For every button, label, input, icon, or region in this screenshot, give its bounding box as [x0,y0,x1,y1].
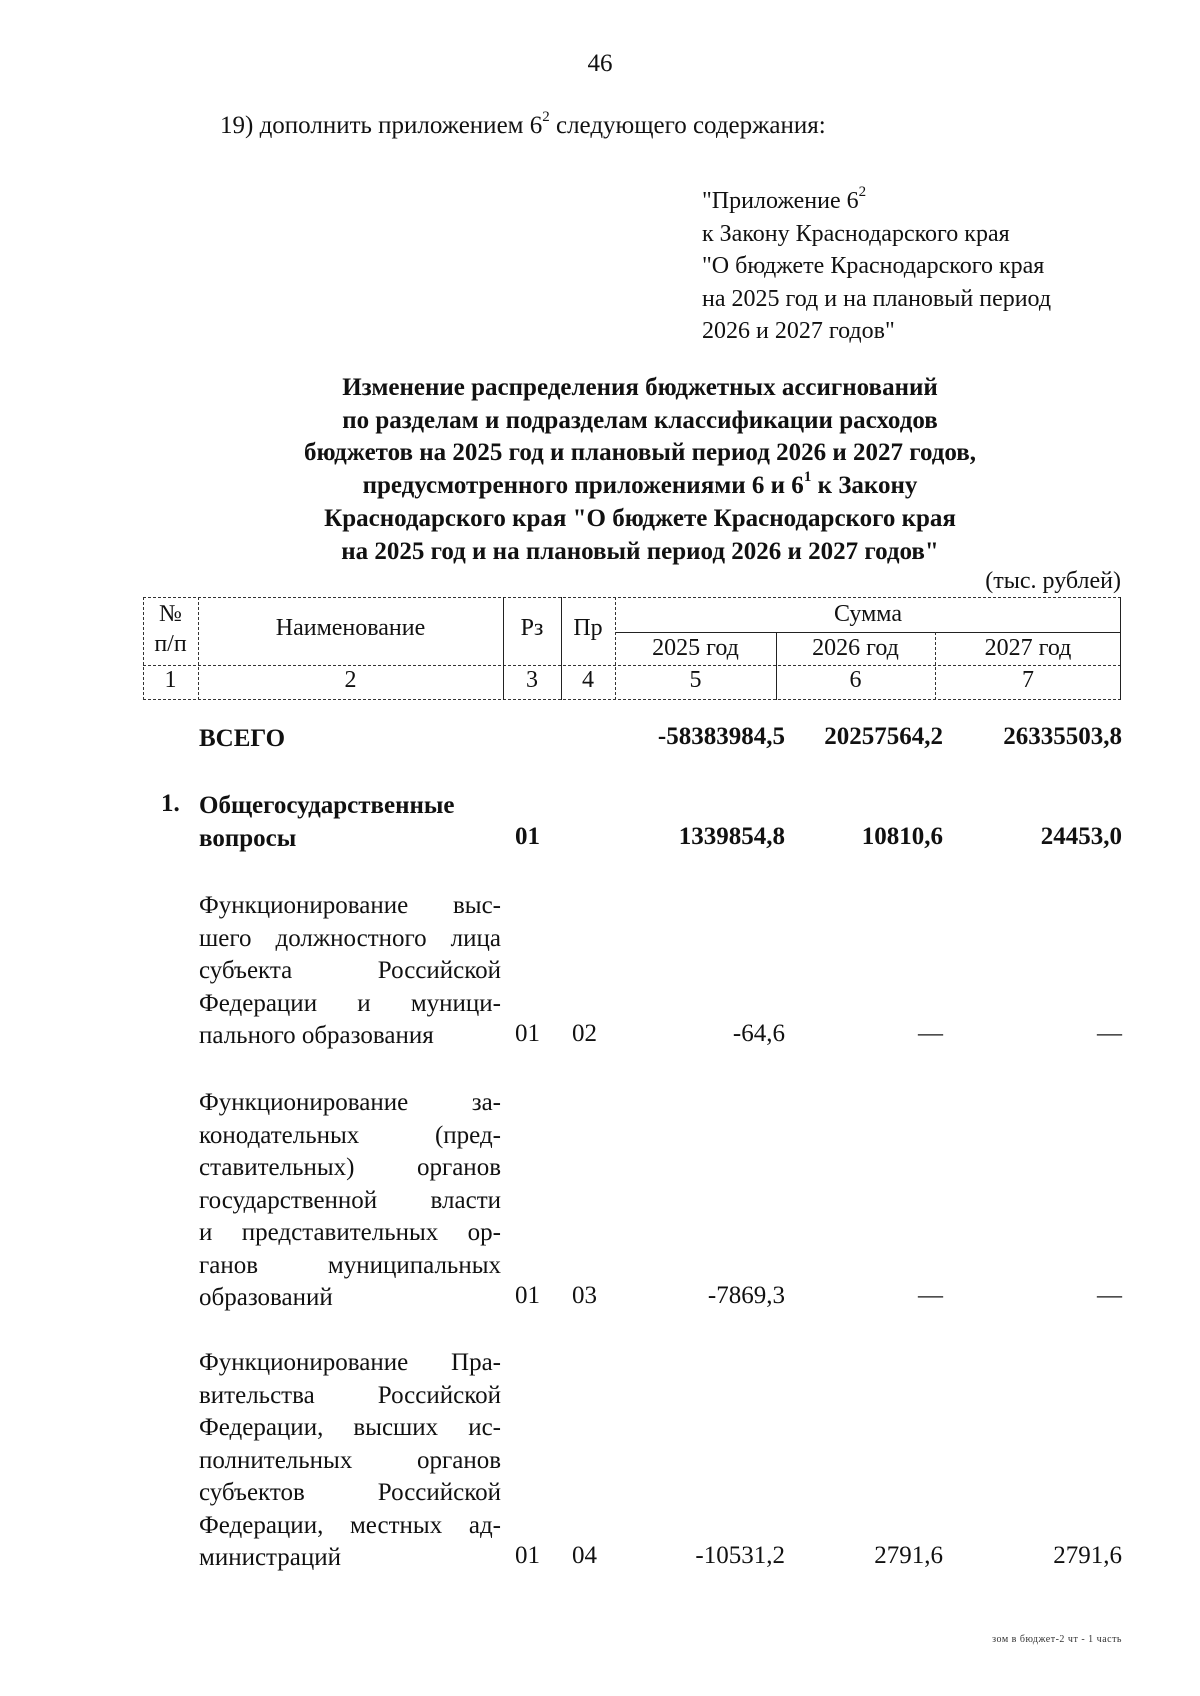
units-label: (тыс. рублей) [985,568,1121,594]
row-name-line: субъекта Российской [199,957,501,984]
value-2026: 20257564,2 [824,723,943,750]
header-sum: Сумма [834,601,902,627]
row-name-line: вительства Российской [199,1381,501,1409]
value-2025: 1339854,8 [678,823,785,850]
col-number-4: 4 [582,667,594,693]
row-name-line: образований [199,1284,333,1311]
appendix-line5: 2026 и 2027 годов" [702,318,895,344]
row-pr: 04 [572,1542,597,1569]
amendment-intro [220,108,826,140]
header-2026: 2026 год [812,635,899,661]
document-title [200,372,1080,568]
row-name-line: полнительных органов [199,1446,501,1474]
title-line5: Краснодарского края "О бюджете Краснодарского края [324,504,956,532]
header-pr: Пр [573,615,603,641]
header-rz: Рз [520,615,544,641]
header-mid-border [143,665,1121,666]
header-2027: 2027 год [984,635,1072,661]
value-2026: — [918,1020,943,1047]
row-rz: 01 [515,823,540,850]
row-name-line: министраций [199,1544,342,1571]
header-top-border [143,597,1121,598]
appendix-line1: "Приложение 6 [702,188,859,214]
appendix-line4: на 2025 год и на плановый период [702,285,1052,312]
header-num-2: п/п [154,631,187,657]
intro-text: 19) дополнить приложением 6 [220,112,543,139]
title-line4a: предусмотренного приложениями 6 и 6 [362,472,804,500]
value-2026: 2791,6 [874,1542,943,1569]
row-name: ВСЕГО [199,725,286,752]
row-rz: 01 [515,1020,540,1047]
appendix-line3: "О бюджете Краснодарского края [702,253,1045,279]
row-name-line: Функционирование Пра- [199,1349,501,1376]
value-2025: -7869,3 [707,1282,785,1309]
row-name-line: Федерации и муници- [199,989,501,1017]
row-name-line: государственной власти [199,1186,501,1214]
value-2026: 10810,6 [861,823,943,850]
row-name [199,890,501,1053]
title-line3: бюджетов на 2025 год и плановый период 2026 и 2027 годов, [303,439,977,467]
row-name-line: Функционирование за- [199,1089,501,1116]
title-line4b: к Закону [811,472,918,500]
row-rz: 01 [515,1542,540,1569]
appendix-reference [702,185,1051,348]
row-name-line: пального образования [199,1022,434,1049]
row-rz: 01 [515,1282,540,1309]
row-index: 1. [161,790,180,817]
col-number-1: 1 [164,667,177,693]
row-name-line: ганов муниципальных [199,1251,501,1279]
col-number-6: 6 [849,667,862,693]
title-line2: по разделам и подразделам классификации расходов [342,406,938,434]
row-name-line: ставительных) органов [199,1154,501,1181]
header-bottom-border [143,699,1121,700]
header-num-1: № [159,601,182,627]
row-name-line: Федерации, местных ад- [199,1511,501,1539]
col-number-7: 7 [1022,667,1034,693]
row-name-line: Общегосударственные [199,792,455,819]
value-2025: -10531,2 [695,1542,785,1569]
appendix-line2: к Закону Краснодарского края [702,220,1010,247]
row-name-line: и представительных ор- [199,1219,501,1246]
row-name-line: вопросы [199,824,297,852]
row-name [199,1347,501,1575]
row-name-line: Федерации, высших ис- [199,1414,501,1441]
appendix-sup: 2 [858,184,867,200]
footer-note: зом в бюджет-2 чт - 1 часть [992,1634,1122,1645]
value-2026: — [918,1282,943,1309]
intro-sup: 2 [542,108,550,125]
page-number: 46 [587,50,613,77]
row-name-line: субъектов Российской [199,1479,501,1506]
header-2025: 2025 год [652,635,739,661]
sum-divider [615,632,1121,633]
col-number-3: 3 [526,667,538,693]
value-2027: — [1097,1282,1122,1309]
row-name [199,790,501,855]
value-2025: -58383984,5 [657,723,785,750]
title-line1: Изменение распределения бюджетных ассигнований [342,374,938,401]
row-pr: 03 [572,1282,597,1309]
value-2027: 2791,6 [1053,1542,1122,1569]
row-name-line: шего должностного лица [199,924,501,952]
value-2027: 26335503,8 [1003,723,1122,750]
row-name [199,1087,501,1315]
value-2027: — [1097,1020,1122,1047]
table-header [143,597,1121,700]
intro-tail: следующего содержания: [549,112,826,139]
row-name-line: Функционирование выс- [199,892,501,919]
col-number-5: 5 [689,667,702,693]
value-2025: -64,6 [732,1020,785,1047]
header-name: Наименование [275,615,426,641]
title-sup: 1 [803,468,812,485]
row-name-line: конодательных (пред- [199,1121,501,1149]
value-2027: 24453,0 [1040,823,1122,850]
title-line6: на 2025 год и на плановый период 2026 и 2027 годов" [341,537,939,565]
col-number-2: 2 [344,667,357,693]
row-pr: 02 [572,1020,597,1047]
